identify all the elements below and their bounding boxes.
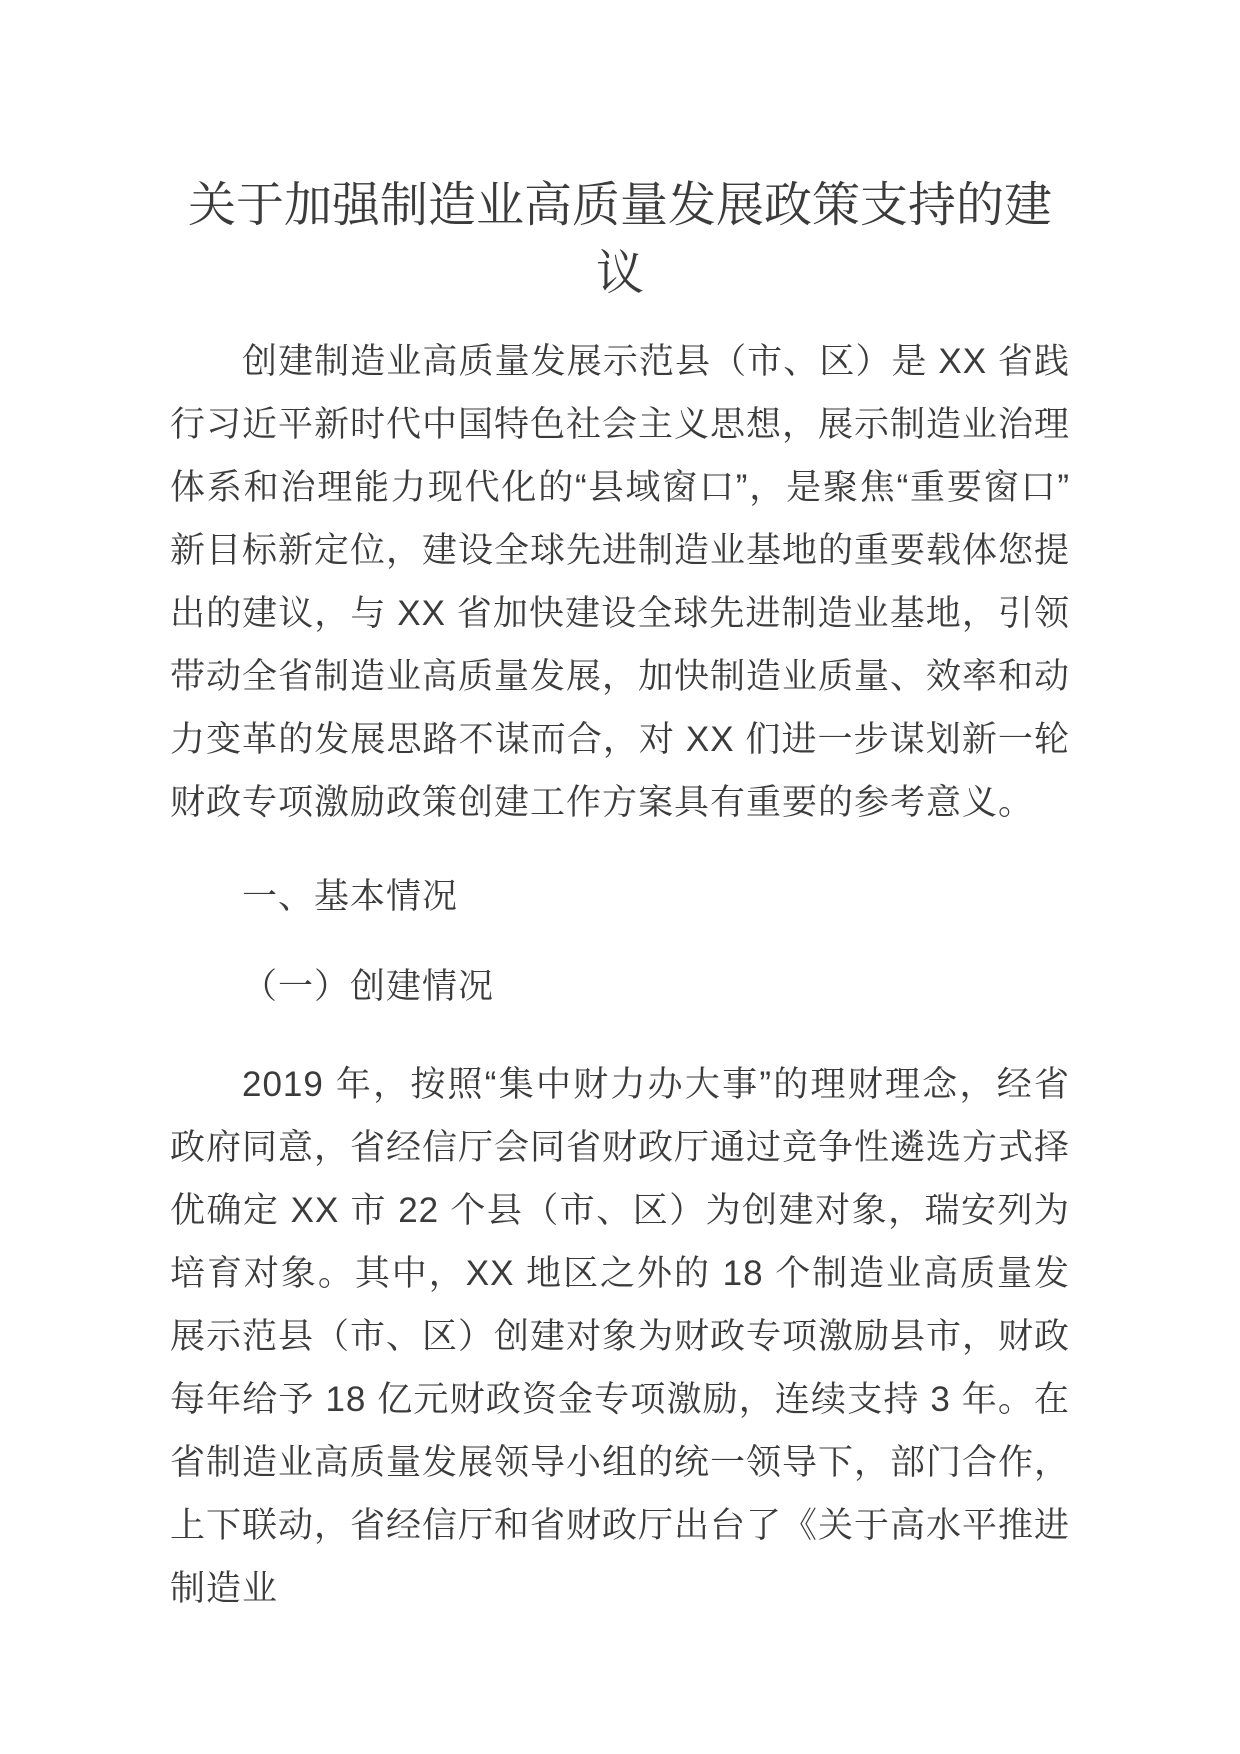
document-title: 关于加强制造业高质量发展政策支持的建议 — [187, 179, 1052, 300]
intro-paragraph: 创建制造业高质量发展示范县（市、区）是 XX 省践行习近平新时代中国特色社会主义思想，展示制造业治理体系和治理能力现代化的“县域窗口”，是聚焦“重要窗口”新目标新定位，建设全球先进制造业基地的重要载体您提出的建议，与 XX 省加快建设全球先进制造业基地，引领带动全省制造业高质量发展，加快制造业质量、效率和动力变革的发展思路不谋而合，对 XX 们进一步谋划新一轮财政专项激励政策创建工作方案具有重要的参考意义。 — [170, 342, 1071, 822]
section-heading-basic-situation: 一、基本情况 — [242, 877, 459, 916]
subsection-heading-creation-status: （一）创建情况 — [242, 967, 495, 1006]
body-paragraph-creation-details: 2019 年，按照“集中财力办大事”的理财理念，经省政府同意，省经信厅会同省财政厅通过竞争性遴选方式择优确定 XX 市 22 个县（市、区）为创建对象，瑞安列为培育对象。其中，XX 地区之外的 18 个制造业高质量发展示范县（市、区）创建对象为财政专项激励县市，财政每年给予 18 亿元财政资金专项激励，连续支持 3 年。在省制造业高质量发展领导小组的统一领导下，部门合作，上下联动，省经信厅和省财政厅出台了《关于高水平推进制造业 — [170, 1065, 1071, 1608]
